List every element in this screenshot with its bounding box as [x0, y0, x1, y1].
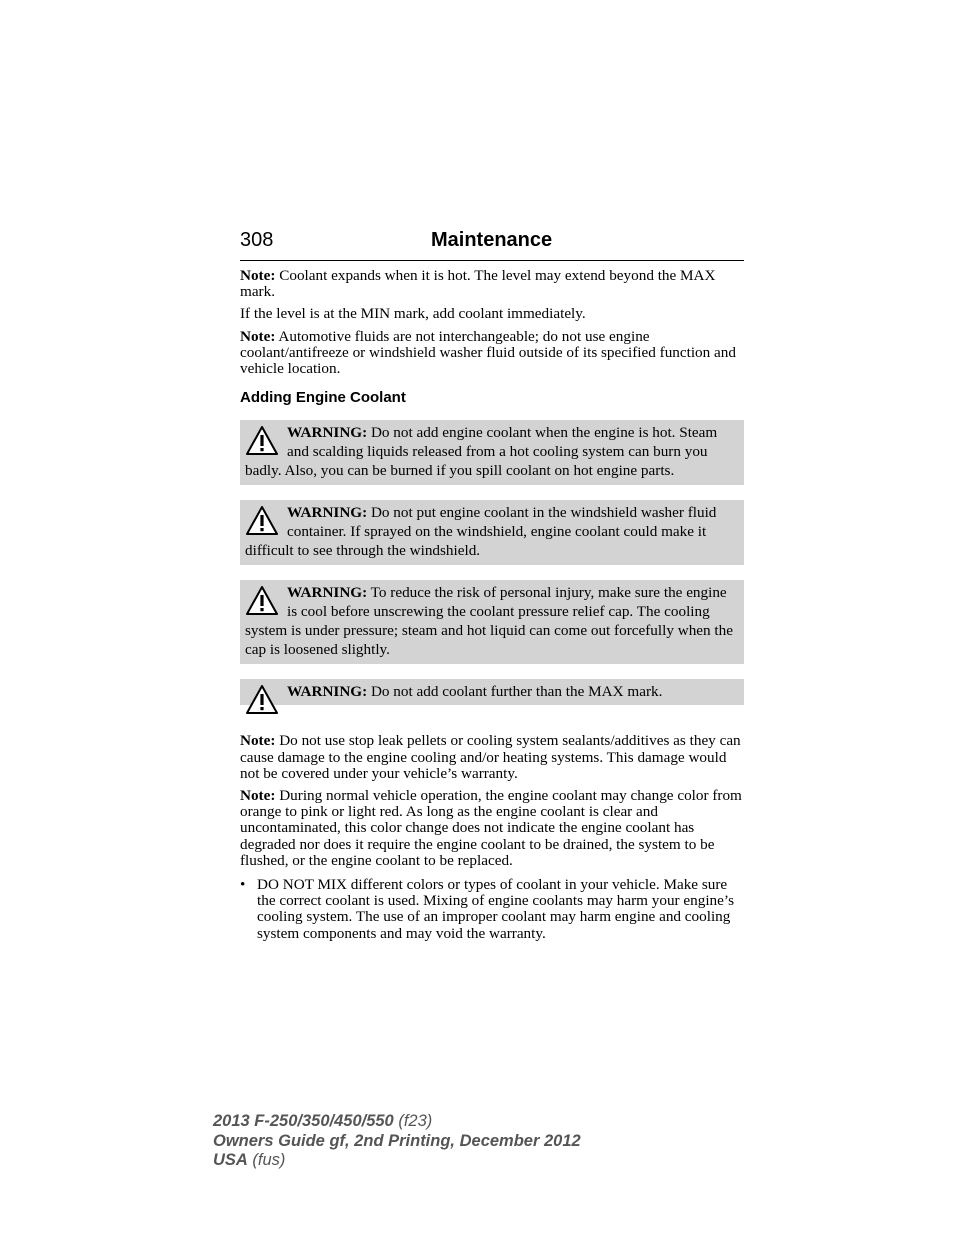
warning-triangle-icon — [245, 424, 279, 458]
footer-market: USA — [213, 1151, 248, 1169]
note-text: During normal vehicle operation, the engine coolant may change color from orange to pink or light red. As long as the engine coolant is clear and uncontaminated, this color change does not indicate the engine coolant has degraded nor does it require the engine coolant to be drained, the system to be flushed, or the engine coolant to be replaced. — [240, 787, 742, 869]
note-text: Coolant expands when it is hot. The level may extend beyond the MAX mark. — [240, 267, 716, 301]
warning-text: Do not put engine coolant in the windshield washer fluid container. If sprayed on the windshield, engine coolant could make it difficult to see through the windshield. — [245, 504, 717, 560]
footer-line-market — [213, 1151, 581, 1171]
intro-note-2 — [240, 329, 744, 378]
warning-label: WARNING: — [287, 584, 368, 602]
subheading-adding-engine-coolant: Adding Engine Coolant — [240, 389, 406, 407]
page-content — [240, 268, 744, 942]
note-label: Note: — [240, 327, 276, 345]
bullet-text: DO NOT MIX different colors or types of coolant in your vehicle. Make sure the correct coolant is used. Mixing of engine coolants may harm your engine’s cooling system. The use of an improper coolant may harm engine and cooling system components and may void the warranty. — [257, 876, 735, 942]
note-text: Do not use stop leak pellets or cooling system sealants/additives as they can cause damage to the engine cooling and/or heating systems. This damage would not be covered under your vehicle’s warranty. — [240, 732, 741, 782]
intro-paragraph — [240, 306, 744, 322]
bullet-item-do-not-mix — [240, 877, 744, 942]
warning-box-2 — [240, 500, 744, 565]
warning-label: WARNING: — [287, 424, 368, 442]
warning-triangle-icon — [245, 504, 279, 538]
warning-triangle-icon — [245, 683, 279, 717]
bullet-symbol: • — [240, 876, 246, 894]
page-footer — [213, 1112, 581, 1171]
footer-model: 2013 F-250/350/450/550 — [213, 1112, 394, 1130]
page-number: 308 — [240, 229, 274, 251]
note-label: Note: — [240, 787, 276, 805]
warning-text: Do not add engine coolant when the engine is hot. Steam and scalding liquids released from a hot cooling system can burn you badly. Also, you can be burned if you spill coolant on hot engine parts. — [245, 424, 718, 480]
warning-box-3 — [240, 580, 744, 664]
paragraph-text: If the level is at the MIN mark, add coolant immediately. — [240, 305, 586, 323]
footer-guide: Owners Guide gf, 2nd Printing, December 2012 — [213, 1131, 581, 1150]
page-header — [240, 229, 744, 261]
footer-market-code: (fus) — [247, 1151, 286, 1169]
note-label: Note: — [240, 267, 276, 284]
footer-line-model — [213, 1112, 581, 1132]
footer-model-code: (f23) — [393, 1112, 433, 1130]
warning-box-4 — [240, 679, 744, 705]
warning-triangle-icon — [245, 584, 279, 618]
note-color-change — [240, 788, 744, 869]
footer-line-guide — [213, 1132, 581, 1152]
warning-label: WARNING: — [287, 683, 368, 701]
warning-text: Do not add coolant further than the MAX mark. — [367, 683, 663, 701]
note-label: Note: — [240, 732, 276, 750]
warning-box-1 — [240, 420, 744, 485]
note-text: Automotive fluids are not interchangeable; do not use engine coolant/antifreeze or windshield washer fluid outside of its specified function and vehicle location. — [240, 327, 736, 378]
section-title: Maintenance — [431, 229, 553, 251]
warning-label: WARNING: — [287, 504, 368, 522]
warning-text: To reduce the risk of personal injury, make sure the engine is cool before unscrewing the coolant pressure relief cap. The cooling system is under pressure; steam and hot liquid can come out forcefully when the cap is loosened slightly. — [245, 584, 733, 659]
note-stop-leak — [240, 733, 744, 782]
intro-note-1 — [240, 268, 744, 300]
